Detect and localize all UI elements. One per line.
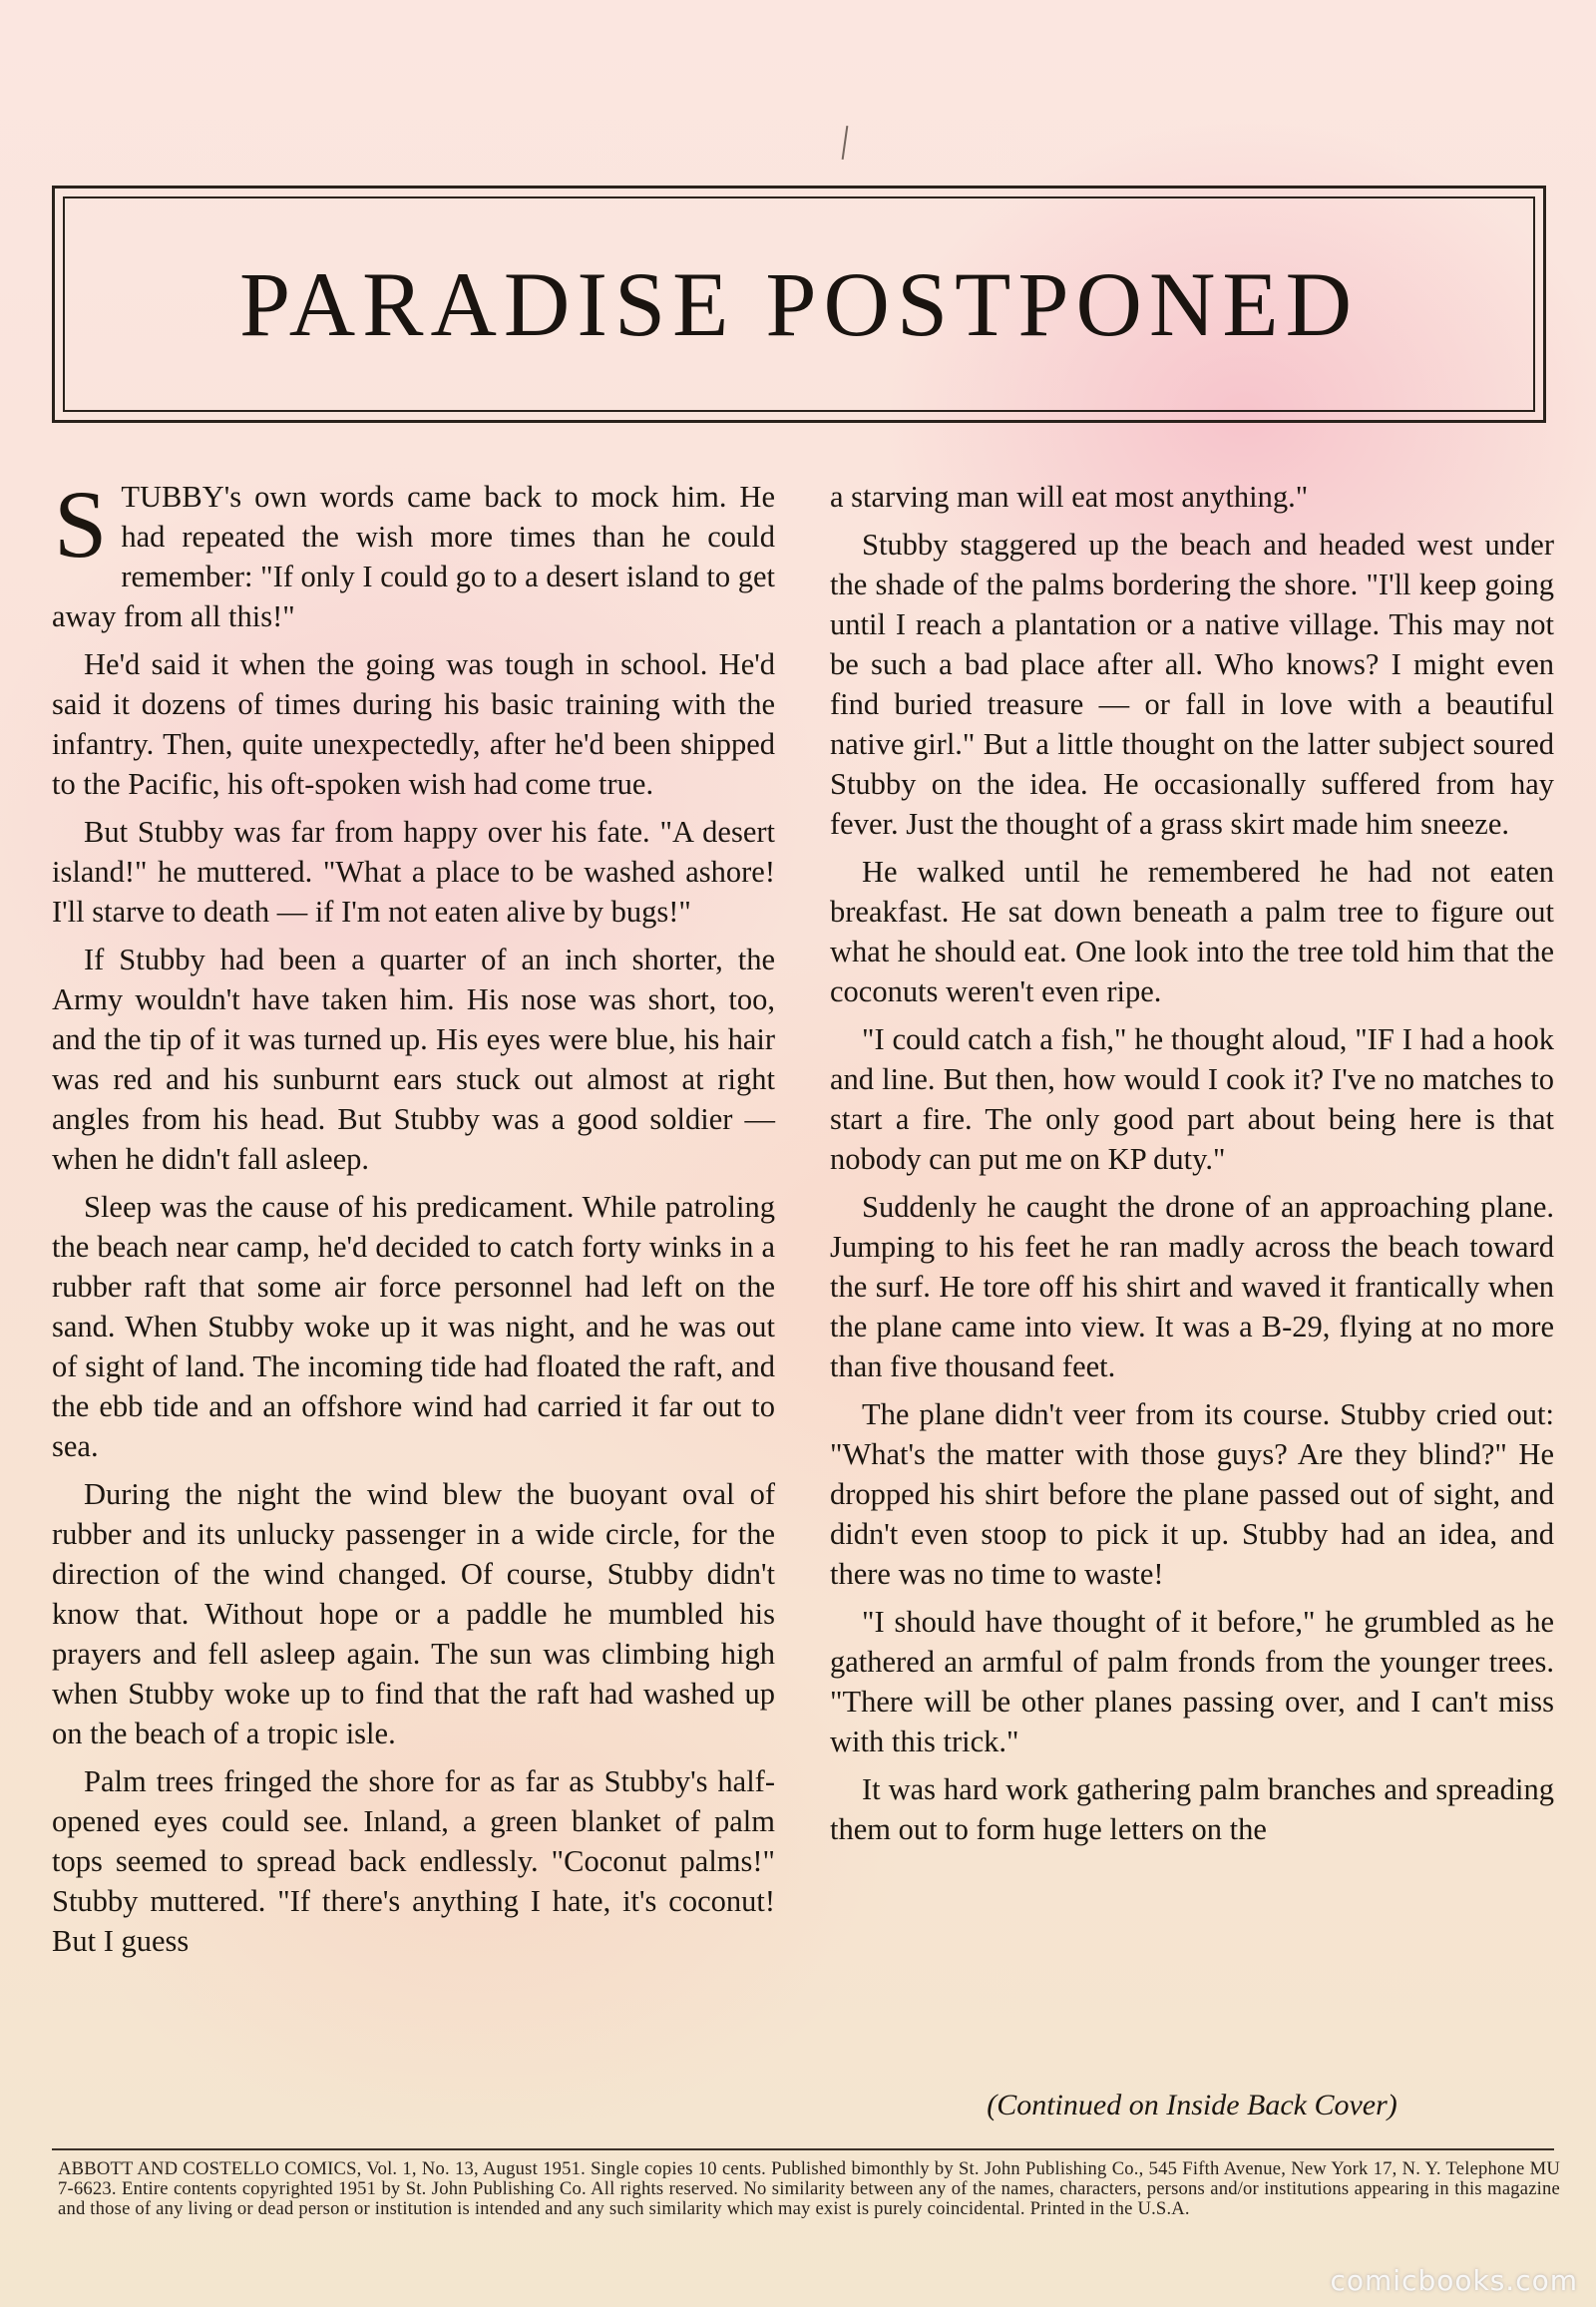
paragraph: But Stubby was far from happy over his fate. "A desert island!" he muttered. "What a place to be washed ashore! I'll starve to death — if I'm not eaten alive by bugs!"	[52, 815, 775, 929]
paragraph: It was hard work gathering palm branches and spreading them out to form huge letters on the	[830, 1772, 1554, 1846]
paragraph: During the night the wind blew the buoyant oval of rubber and its unlucky passenger in a wide circle, for the direction of the wind changed. Of course, Stubby didn't know that. Without hope or a paddle he mumbled his prayers and fell asleep again. The sun was climbing high when Stubby woke up to find that the raft had washed up on the beach of a tropic isle.	[52, 1477, 775, 1750]
publication-indicia: ABBOTT AND COSTELLO COMICS, Vol. 1, No. 13, August 1951. Single copies 10 cents. Published bimonthly by St. John Publishing Co., 545 Fifth Avenue, New York 17, N. Y. Telephone MU 7-6623. Entire contents copyrighted 1951 by St. John Publishing Co. All rights reserved. No similarity between any of the names, characters, persons and/or institutions appearing in this magazine and those of any living or dead person or institution is intended and any such similarity which may exist is purely coincidental. Printed in the U.S.A.	[58, 2158, 1560, 2219]
paragraph: He walked until he remembered he had not eaten breakfast. He sat down beneath a palm tree to figure out what he should eat. One look into the tree told him that the coconuts weren't even ripe.	[830, 855, 1554, 1008]
continued-note: (Continued on Inside Back Cover)	[987, 2089, 1397, 2121]
paragraph: Suddenly he caught the drone of an approaching plane. Jumping to his feet he ran madly across the beach toward the surf. He tore off his shirt and waved it frantically when the plane came into view. It was a B-29, flying at no more than five thousand feet.	[830, 1190, 1554, 1383]
print-mark	[842, 126, 849, 160]
drop-cap: S	[54, 471, 108, 577]
paragraph: Palm trees fringed the shore for as far as Stubby's half-opened eyes could see. Inland, a green blanket of palm tops seemed to spread back endlessly. "Coconut palms!" Stubby muttered. "If there's anything I hate, it's coconut! But I guess	[52, 1764, 775, 1958]
paragraph: Sleep was the cause of his predicament. While patroling the beach near camp, he'd decided to catch forty winks in a rubber raft that some air force personnel had left on the sand. When Stubby woke up it was night, and he was out of sight of land. The incoming tide had floated the raft, and the ebb tide and an offshore wind had carried it far out to sea.	[52, 1190, 775, 1463]
title-frame	[52, 186, 1546, 423]
paragraph: a starving man will eat most anything."	[830, 480, 1309, 514]
story-title: PARADISE POSTPONED	[238, 253, 1360, 355]
paragraph: If Stubby had been a quarter of an inch shorter, the Army wouldn't have taken him. His nose was short, too, and the tip of it was turned up. His eyes were blue, his hair was red and his sunburnt ears stuck out almost at right angles from his head. But Stubby was a good soldier — when he didn't fall asleep.	[52, 943, 775, 1176]
paragraph-text: TUBBY's own words came back to mock him. He had repeated the wish more times than he could remember: "If only I could go to a desert island to get away from all this!"	[52, 480, 775, 633]
paragraph: He'd said it when the going was tough in school. He'd said it dozens of times during his basic training with the infantry. Then, quite unexpectedly, after he'd been shipped to the Pacific, his oft-spoken wish had come true.	[52, 647, 775, 801]
paragraph	[52, 471, 775, 636]
paragraph: "I should have thought of it before," he grumbled as he gathered an armful of palm fronds from the younger trees. "There will be other planes passing over, and I can't miss with this trick."	[830, 1605, 1554, 1758]
paragraph: Stubby staggered up the beach and headed west under the shade of the palms bordering the shore. "I'll keep going until I reach a plantation or a native village. This may not be such a bad place after all. Who knows? I might even find buried treasure — or fall in love with a beautiful native girl." But a little thought on the latter subject soured Stubby on the idea. He occasionally suffered from hay fever. Just the thought of a grass skirt made him sneeze.	[830, 528, 1554, 841]
footer-divider	[52, 2148, 1554, 2150]
watermark: comicbooks.com	[1330, 2264, 1578, 2297]
paragraph: "I could catch a fish," he thought aloud, "IF I had a hook and line. But then, how would I cook it? I've no matches to start a fire. The only good part about being here is that nobody can put me on KP duty."	[830, 1022, 1554, 1176]
title-frame-inner	[63, 196, 1535, 412]
right-column	[830, 477, 1554, 1857]
paragraph: The plane didn't veer from its course. Stubby cried out: "What's the matter with those guys? Are they blind?" He dropped his shirt before the plane passed out of sight, and didn't even stoop to pick it up. Stubby had an idea, and there was no time to waste!	[830, 1397, 1554, 1591]
left-column	[52, 471, 775, 1969]
